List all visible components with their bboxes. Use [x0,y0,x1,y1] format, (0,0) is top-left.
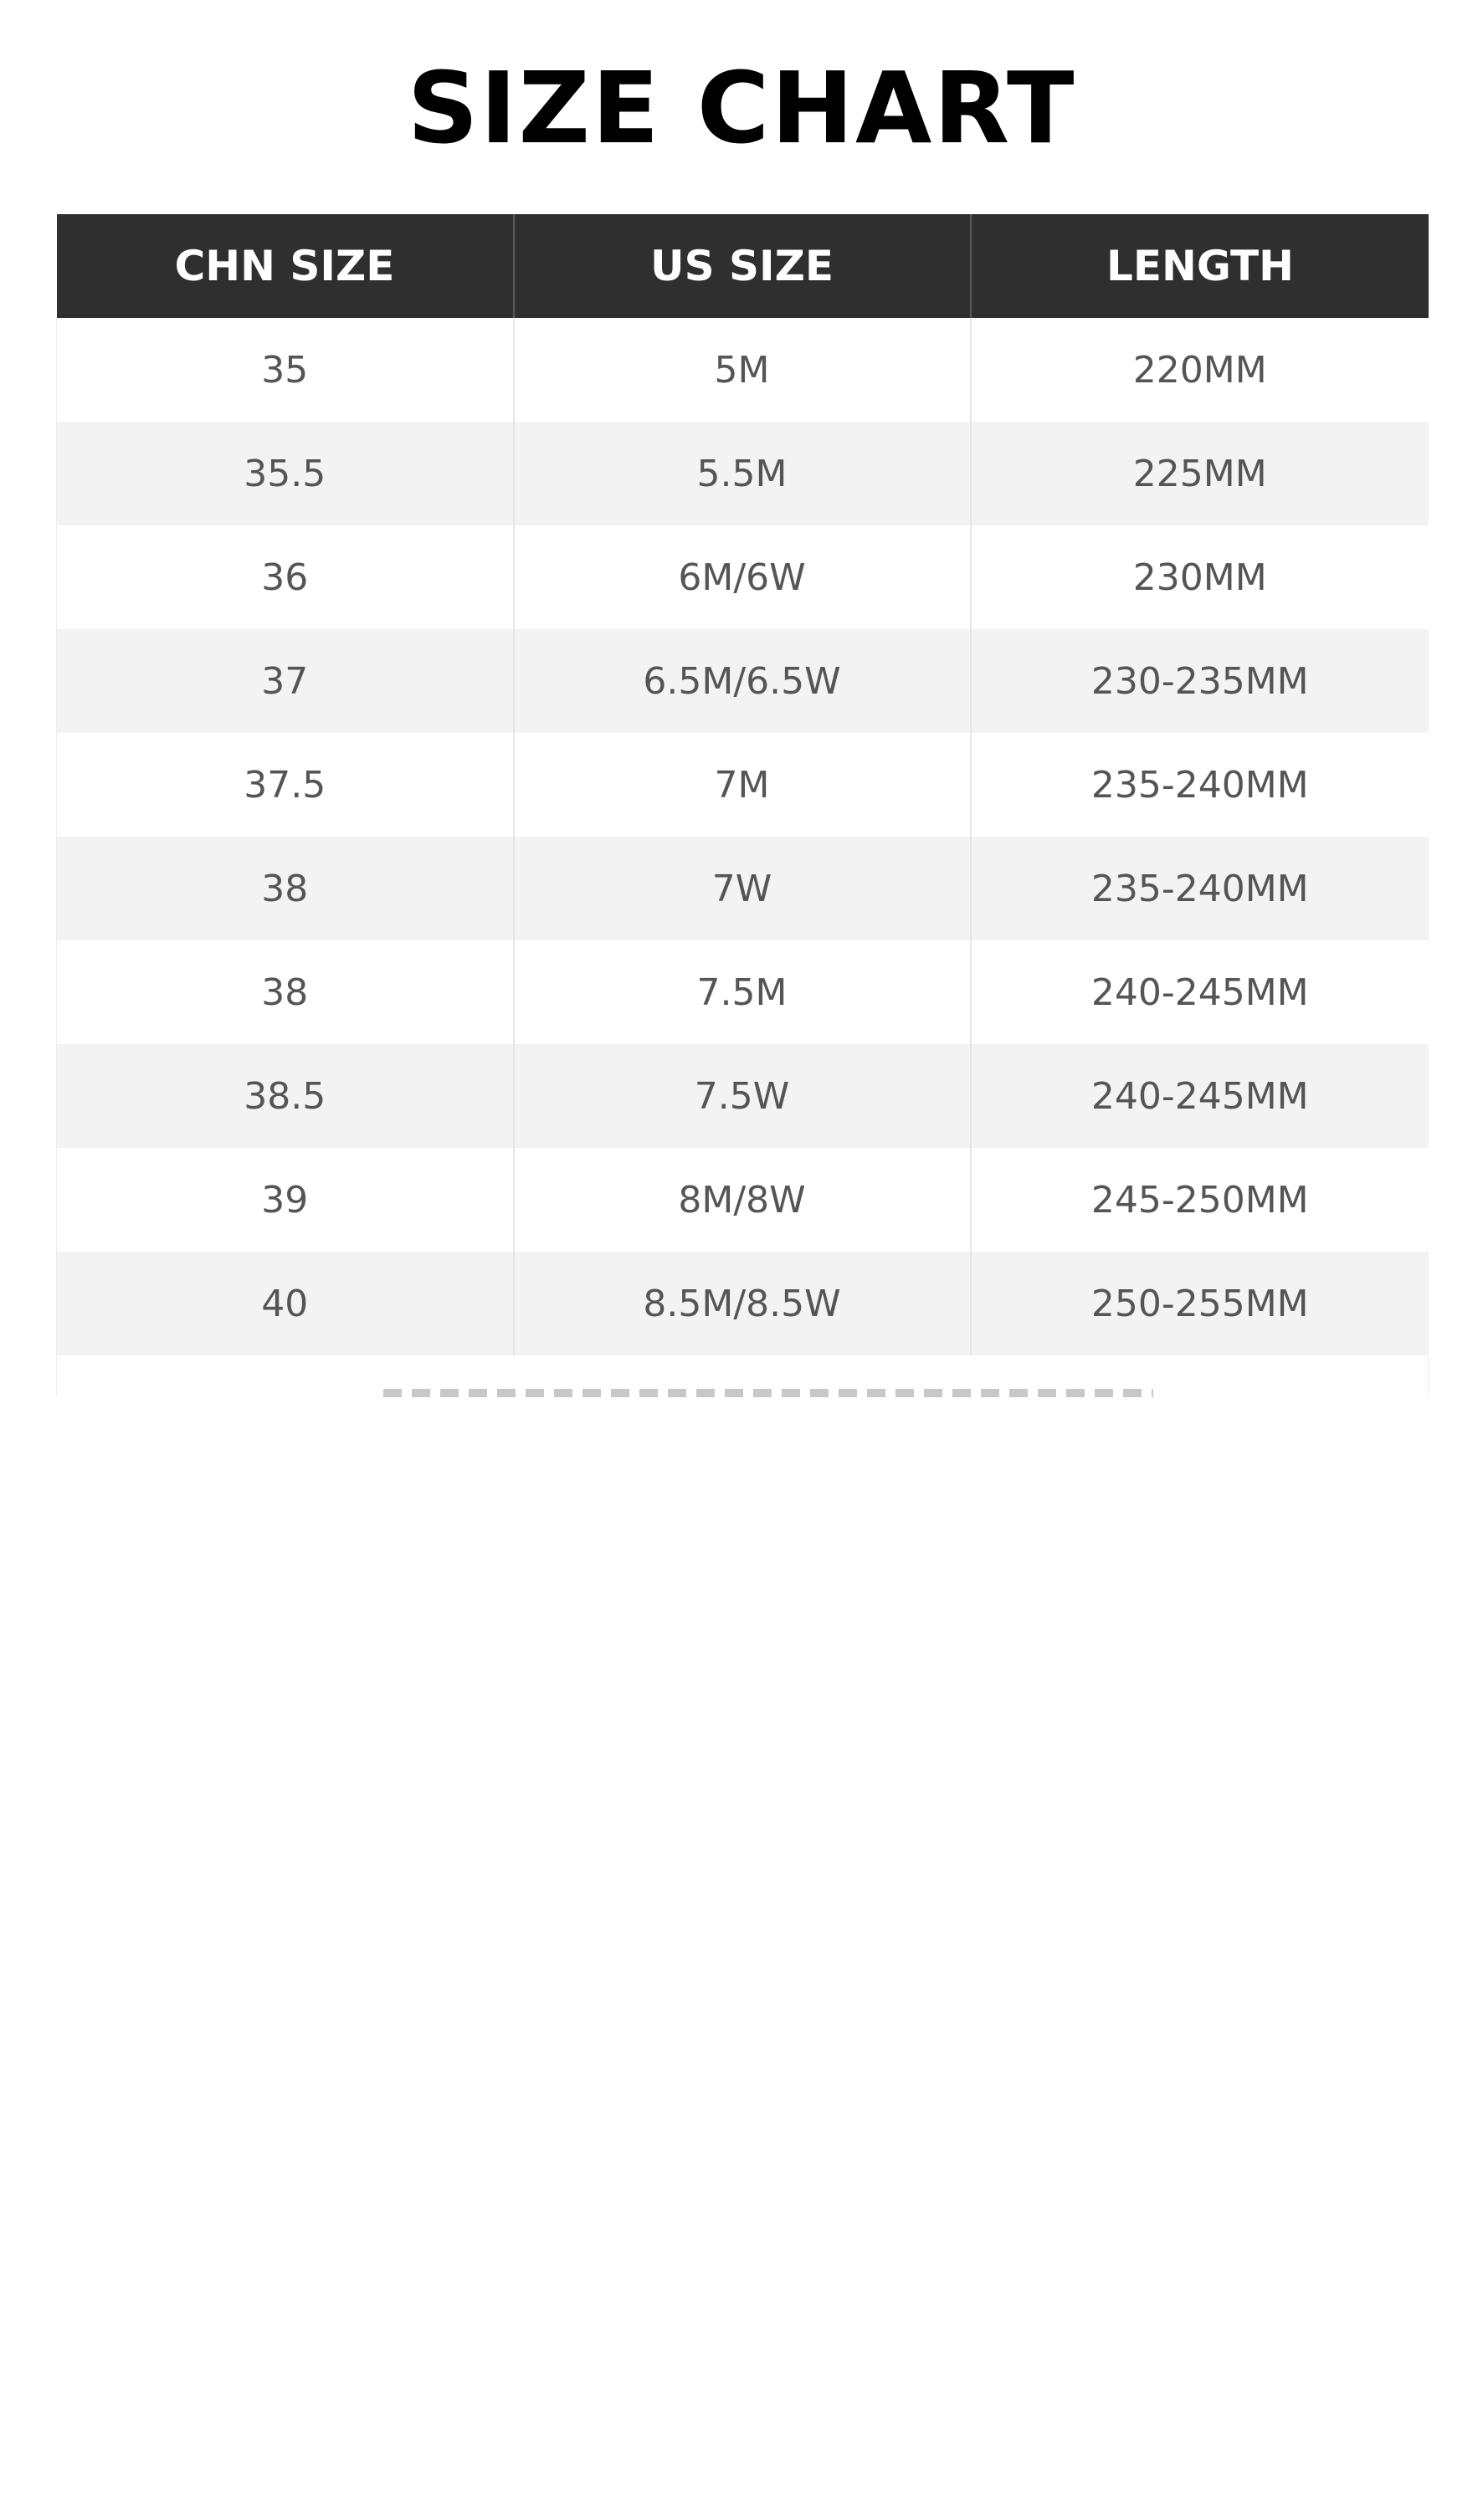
header-length: LENGTH [971,214,1429,318]
table-row [57,422,1429,525]
cell-us-size: 7.5W [514,1044,971,1148]
cell-chn-size: 36 [57,525,514,629]
page-title: SIZE CHART [407,50,1076,166]
cell-us-size: 5M [514,318,971,422]
cropped-footnote-remnant [383,1389,1153,1397]
cell-us-size: 7.5M [514,940,971,1044]
table-row [57,1044,1429,1148]
cell-us-size: 7W [514,837,971,940]
size-chart [56,214,1429,1397]
header-us-size: US SIZE [514,214,971,318]
cell-chn-size: 39 [57,1148,514,1252]
table-row [57,318,1429,422]
cell-chn-size: 38.5 [57,1044,514,1148]
cell-length: 235-240MM [971,837,1429,940]
cell-length: 240-245MM [971,1044,1429,1148]
header-chn-size: CHN SIZE [57,214,514,318]
table-row [57,733,1429,837]
cell-us-size: 5.5M [514,422,971,525]
size-table [56,214,1429,1355]
cell-chn-size: 38 [57,940,514,1044]
cell-length: 235-240MM [971,733,1429,837]
cell-chn-size: 40 [57,1252,514,1355]
cell-length: 250-255MM [971,1252,1429,1355]
cell-us-size: 8.5M/8.5W [514,1252,971,1355]
cell-length: 230-235MM [971,629,1429,733]
cell-us-size: 8M/8W [514,1148,971,1252]
cell-chn-size: 37.5 [57,733,514,837]
cell-us-size: 6.5M/6.5W [514,629,971,733]
cell-length: 230MM [971,525,1429,629]
cell-chn-size: 35 [57,318,514,422]
cell-length: 225MM [971,422,1429,525]
cell-length: 240-245MM [971,940,1429,1044]
table-row [57,1148,1429,1252]
cell-us-size: 7M [514,733,971,837]
cell-chn-size: 37 [57,629,514,733]
cell-length: 245-250MM [971,1148,1429,1252]
table-row [57,940,1429,1044]
table-row [57,1252,1429,1355]
table-header-row [57,214,1429,318]
table-row [57,837,1429,940]
table-row [57,525,1429,629]
cell-chn-size: 35.5 [57,422,514,525]
table-row [57,629,1429,733]
cell-chn-size: 38 [57,837,514,940]
cell-us-size: 6M/6W [514,525,971,629]
cell-length: 220MM [971,318,1429,422]
table-footer-strip [56,1355,1429,1397]
